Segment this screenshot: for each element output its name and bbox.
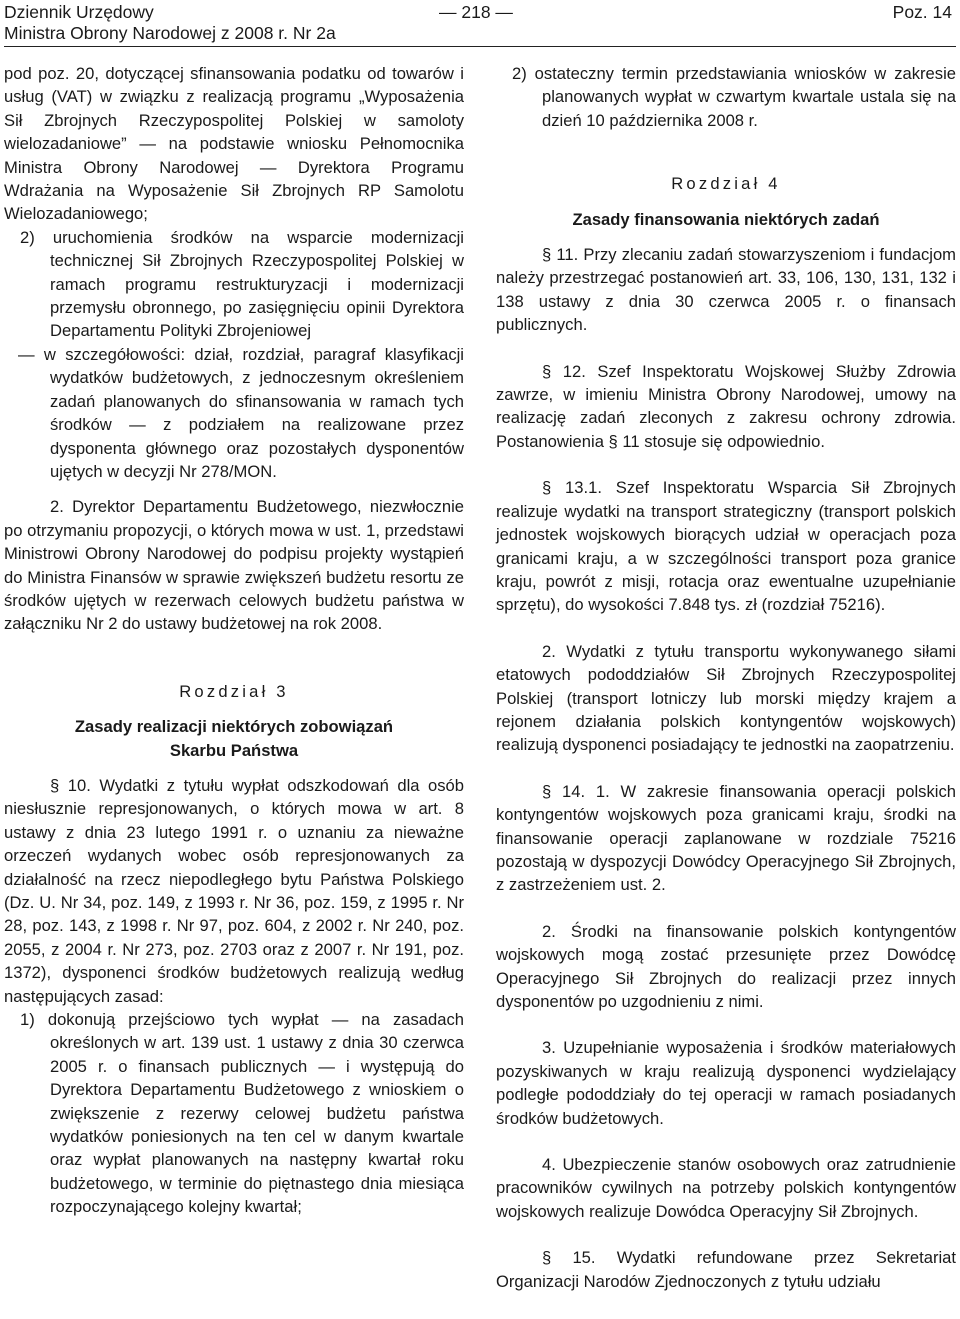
section-14-4: 4. Ubezpieczenie stanów osobowych oraz zatrudnienie pracowników cywilnych na potrzeby polskich kontyngentów wojskowych realizuje Dowódca Operacyjny Sił Zbrojnych. xyxy=(496,1155,956,1221)
chapter-4-title: Zasady finansowania niektórych zadań xyxy=(572,209,880,229)
left-column xyxy=(4,62,464,1219)
section-12: § 12. Szef Inspektoratu Wojskowej Służby Zdrowia zawrze, w imieniu Ministra Obrony Narodowej, umowy na realizację zadań zleconych z zakresu ochrony zdrowia. Postanowienia § 11 stosuje się odpowiednio. xyxy=(496,361,956,451)
paragraph-2: 2. Dyrektor Departamentu Budżetowego, niezwłocznie po otrzymaniu propozycji, o których mowa w ust. 1, przedstawi Ministrowi Obrony Narodowej do podpisu projekty wystąpień do Ministra Finansów w sprawie zwiększeń budżetu resortu ze środków ujętych w rezerwach celowych budżetu państwa w załączniku Nr 2 do ustawy budżetowej na rok 2008. xyxy=(4,497,464,634)
header-rule xyxy=(4,46,956,47)
page-number: — 218 — xyxy=(439,2,513,22)
chapter-3-heading: Rozdział 3 xyxy=(179,681,289,701)
section-10-item-1: 1) dokonują przejściowo tych wypłat — na zasadach określonych w art. 139 ust. 1 ustawy z dnia 30 czerwca 2005 r. o finansach publicznych — i występują do Dyrektora Departamentu Budżetowego z wnioskiem o zwiększenie z rezerwy celowej budżetu państwa wydatków poniesionych na ten cel w danym kwartale oraz wypłat planowanych na następny kwartał roku budżetowego, w terminie do piętnastego dnia miesiąca rozpoczynającego kolejny kwartał; xyxy=(20,1010,464,1217)
section-13-2: 2. Wydatki z tytułu transportu wykonywanego siłami etatowych pododdziałów Sił Zbrojnych Rzeczypospolitej Polskiej (transport lotniczy lub morski między krajem a rejonem działania polskich kontyngentów wojskowych) realizują dysponenci posiadający te jednostki na zaopatrzeniu. xyxy=(496,641,956,755)
page-header xyxy=(4,2,954,44)
section-13-1: § 13.1. Szef Inspektoratu Wsparcia Sił Zbrojnych realizuje wydatki na transport strategiczny (transport polskich jednostek wojskowych biorących udział w operacjach poza granicami kraju, a w szczególności transport poza granice kraju, powrót z misji, rotacja oraz ewentualne uzupełnianie sprzętu), do wysokości 7.848 tys. zł (rozdział 75216). xyxy=(496,478,956,615)
section-11: § 11. Przy zlecaniu zadań stowarzyszeniom i fundacjom należy przestrzegać postanowień art. 33, 106, 130, 131, 132 i 138 ustawy z dnia 30 czerwca 2005 r. o finansach publicznych. xyxy=(496,245,956,335)
dash-item: — w szczegółowości: dział, rozdział, paragraf klasyfikacji wydatków budżetowych, z jednoczesnym określeniem zadań planowanych do sfinansowania w ramach tych środków — z podziałem na realizowane przez dysponenta głównego oraz pozostałych dysponentów ujętych w decyzji Nr 278/MON. xyxy=(18,344,464,481)
header-left xyxy=(4,2,336,44)
section-14-3: 3. Uzupełnianie wyposażenia i środków materiałowych pozyskiwanych w kraju realizują dysponenci wydzielający podległe pododdziały do tej operacji w ramach posiadanych środków budżetowych. xyxy=(496,1038,956,1128)
issuer-line: Ministra Obrony Narodowej z 2008 r. Nr 2a xyxy=(4,23,336,43)
section-14-1: § 14. 1. W zakresie finansowania operacji polskich kontyngentów wojskowych poza granicami kraju, środki na finansowanie operacji zaplanowane w rozdziale 75216 pozostają w dyspozycji Dowódcy Operacyjnego Sił Zbrojnych, z zastrzeżeniem ust. 2. xyxy=(496,781,956,895)
section-10: § 10. Wydatki z tytułu wypłat odszkodowań dla osób niesłusznie represjonowanych, o których mowa w art. 8 ustawy z dnia 23 lutego 1991 r. o uznaniu za nieważne orzeczeń wydanych wobec osób represjonowanych za działalność na rzecz niepodległego bytu Państwa Polskiego (Dz. U. Nr 34, poz. 149, z 1993 r. Nr 36, poz. 159, z 1995 r. Nr 28, poz. 143, z 1998 r. Nr 97, poz. 604, z 2002 r. Nr 240, poz. 2055, z 2004 r. Nr 273, poz. 2703 oraz z 2007 r. Nr 191, poz. 1372), dysponenci środków budżetowych realizują według następujących zasad: xyxy=(4,775,464,1006)
right-column xyxy=(496,62,956,1293)
journal-name: Dziennik Urzędowy xyxy=(4,2,154,22)
chapter-3-title: Zasady realizacji niektórych zobowiązań Skarbu Państwa xyxy=(74,717,394,760)
chapter-4-heading: Rozdział 4 xyxy=(671,174,781,194)
section-10-item-2: 2) ostateczny termin przedstawiania wniosków w zakresie planowanych wypłat w czwartym kwartale ustala się na dzień 10 października 2008 r. xyxy=(512,64,956,130)
intro-continuation: pod poz. 20, dotyczącej sfinansowania podatku od towarów i usług (VAT) w związku z realizacją programu „Wyposażenia Sił Zbrojnych Rzeczypospolitej Polskiej w samoloty wielozadaniowe” — na podstawie wniosku Pełnomocnika Ministra Obrony Narodowej — Dyrektora Programu Wdrażania na Wyposażenie Sił Zbrojnych RP Samolotu Wielozadaniowego; xyxy=(4,64,464,224)
section-14-2: 2. Środki na finansowanie polskich kontyngentów wojskowych mogą zostać przesunięte przez Dowódcę Operacyjnego Sił Zbrojnych do realizacji przez innych dysponentów po uzgodnieniu z nimi. xyxy=(496,921,956,1011)
position-number: Poz. 14 xyxy=(892,2,952,22)
list-item-2: 2) uruchomienia środków na wsparcie modernizacji technicznej Sił Zbrojnych Rzeczypospolitej Polskiej w ramach programu restrukturyzacji i modernizacji przemysłu obronnego, po zasięgnięciu opinii Dyrektora Departamentu Polityki Zbrojeniowej xyxy=(20,227,464,341)
section-15: § 15. Wydatki refundowane przez Sekretariat Organizacji Narodów Zjednoczonych z tytułu udziału xyxy=(496,1248,956,1291)
